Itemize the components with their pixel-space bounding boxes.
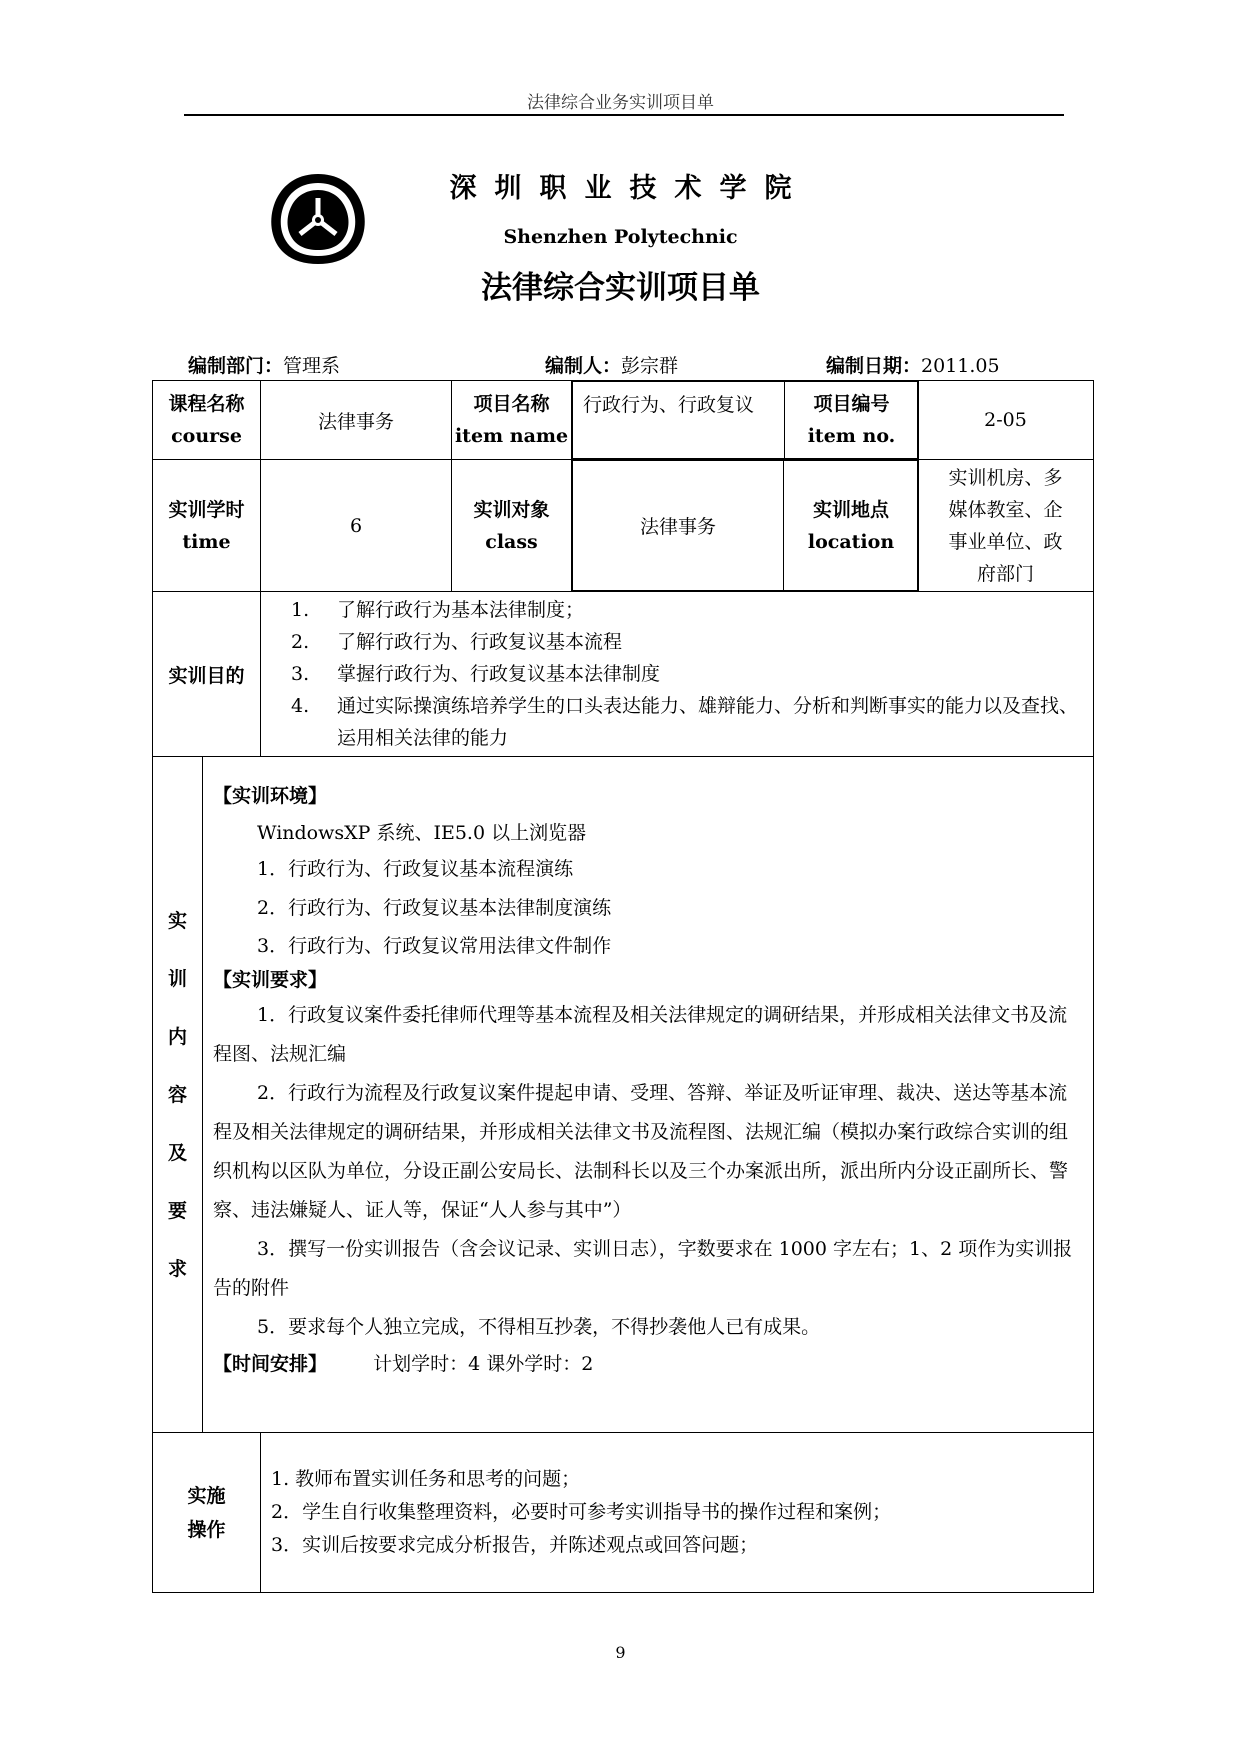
time-schedule	[213, 1347, 1081, 1381]
page-number: 9	[615, 1643, 626, 1662]
document-title: 法律综合实训项目单	[481, 270, 760, 306]
req-item: 3．撰写一份实训报告（含会议记录、实训日志），字数要求在 1000 字左右；1、2 项作为实训报告的附件	[213, 1238, 1073, 1299]
item-name-value: 行政行为、行政复议	[573, 382, 785, 459]
project-form-table	[152, 380, 1094, 1593]
row-course	[153, 381, 1094, 460]
objective-item	[291, 690, 1081, 754]
env-item: 1．行政行为、行政复议基本流程演练	[257, 858, 574, 880]
env-item: 2．行政行为、行政复议基本法律制度演练	[257, 897, 612, 919]
row-objectives	[153, 592, 1094, 757]
class-label-en: class	[485, 530, 538, 553]
objective-item	[291, 626, 1081, 658]
course-label-cell	[153, 381, 261, 460]
implementation-item: 1. 教师布置实训任务和思考的问题；	[271, 1468, 581, 1490]
class-label-cn: 实训对象	[473, 498, 550, 521]
item-no-value: 2-05	[918, 381, 1094, 460]
location-label-cn: 实训地点	[813, 498, 890, 521]
content-body	[203, 757, 1094, 1433]
meta-date-value: 2011.05	[921, 355, 1000, 377]
location-value-line: 事业单位、政	[948, 530, 1063, 553]
meta-author	[545, 351, 678, 378]
item-name-label-en: item name	[454, 425, 569, 447]
item-name-label-cn: 项目名称	[473, 393, 550, 415]
objective-text: 通过实际操演练培养学生的口头表达能力、雄辩能力、分析和判断事实的能力以及查找、运用相关法律的能力	[337, 695, 1079, 749]
content-label-char: 及	[167, 1141, 187, 1164]
implementation-label	[153, 1433, 261, 1593]
content-label-char: 内	[167, 1025, 187, 1048]
objective-text: 了解行政行为基本法律制度；	[337, 599, 585, 621]
row-implementation	[153, 1433, 1094, 1593]
class-label-cell	[452, 460, 572, 592]
content-label-char: 容	[167, 1083, 187, 1106]
school-name-cn: 深圳职业技术学院	[449, 173, 810, 204]
objective-num: 2.	[291, 631, 310, 653]
objective-text: 了解行政行为、行政复议基本流程	[337, 631, 623, 653]
item-no-label-en: item no.	[807, 425, 896, 447]
running-header: 法律综合业务实训项目单	[527, 93, 714, 113]
objective-num: 4.	[291, 695, 310, 717]
objective-num: 1.	[291, 599, 310, 621]
time-value: 6	[261, 460, 452, 592]
location-label-cell	[784, 461, 919, 591]
meta-dept-label: 编制部门：	[188, 355, 284, 377]
content-label-char: 训	[167, 967, 187, 990]
class-and-location-cell	[572, 460, 918, 592]
row-time	[153, 460, 1094, 592]
env-heading: 【实训环境】	[213, 785, 328, 807]
req-item: 1．行政复议案件委托律师代理等基本流程及相关法律规定的调研结果，并形成相关法律文书及流程图、法规汇编	[213, 1004, 1068, 1065]
objectives-list	[261, 592, 1094, 757]
env-item: 3．行政行为、行政复议常用法律文件制作	[257, 935, 612, 957]
content-label-char: 实	[167, 909, 187, 932]
objective-num: 3.	[291, 663, 310, 685]
item-no-label-cell	[785, 382, 919, 459]
course-label-en: course	[171, 425, 242, 447]
objective-item	[291, 594, 1081, 626]
location-value-line: 实训机房、多	[948, 466, 1063, 489]
implementation-item: 2．学生自行收集整理资料，必要时可参考实训指导书的操作过程和案例；	[271, 1501, 892, 1523]
meta-dept	[188, 351, 340, 378]
time-label-cn: 实训学时	[168, 498, 245, 521]
item-no-label-cn: 项目编号	[813, 393, 890, 415]
implementation-label-line: 实施	[187, 1484, 226, 1507]
location-value-line: 府部门	[977, 562, 1035, 585]
content-label-char: 要	[167, 1199, 187, 1222]
req-heading: 【实训要求】	[213, 969, 328, 991]
meta-author-value: 彭宗群	[621, 355, 679, 377]
env-text: WindowsXP 系统、IE5.0 以上浏览器	[257, 822, 587, 844]
objective-text: 掌握行政行为、行政复议基本法律制度	[337, 663, 661, 685]
objective-item	[291, 658, 1081, 690]
meta-date	[826, 351, 1000, 378]
implementation-label-line: 操作	[187, 1518, 226, 1541]
meta-date-label: 编制日期：	[826, 355, 922, 377]
time-label-en: time	[182, 530, 231, 553]
location-value	[918, 460, 1094, 592]
implementation-list	[261, 1433, 1094, 1593]
course-label-cn: 课程名称	[168, 393, 245, 415]
req-item: 2．行政行为流程及行政复议案件提起申请、受理、答辩、举证及听证审理、裁决、送达等基本流程及相关法律规定的调研结果，并形成相关法律文书及流程图、法规汇编（模拟办案行政综合实训的组织机构以区队为单位，分设正副公安局长、法制科长以及三个办案派出所，派出所内分设正副所长、警察、违法嫌疑人、证人等，保证“人人参与其中”）	[213, 1082, 1069, 1221]
time-heading: 【时间安排】	[213, 1353, 328, 1375]
location-value-line: 媒体教室、企	[948, 498, 1063, 521]
class-value: 法律事务	[573, 461, 784, 591]
school-name-en: Shenzhen Polytechnic	[503, 226, 738, 248]
meta-author-label: 编制人：	[545, 355, 622, 377]
content-label	[153, 757, 203, 1433]
header-rule	[184, 114, 1064, 116]
row-content	[153, 757, 1094, 1433]
location-label-en: location	[807, 530, 895, 553]
item-name-label-cell	[452, 381, 572, 460]
item-name-and-no-cell	[572, 381, 918, 460]
course-value: 法律事务	[261, 381, 452, 460]
meta-dept-value: 管理系	[283, 355, 341, 377]
content-label-char: 求	[167, 1257, 187, 1280]
implementation-item: 3．实训后按要求完成分析报告，并陈述观点或回答问题；	[271, 1534, 759, 1556]
objectives-label: 实训目的	[153, 592, 261, 757]
time-label-cell	[153, 460, 261, 592]
req-item: 5．要求每个人独立完成，不得相互抄袭，不得抄袭他人已有成果。	[257, 1316, 821, 1338]
time-text: 计划学时：4 课外学时：2	[373, 1353, 594, 1375]
